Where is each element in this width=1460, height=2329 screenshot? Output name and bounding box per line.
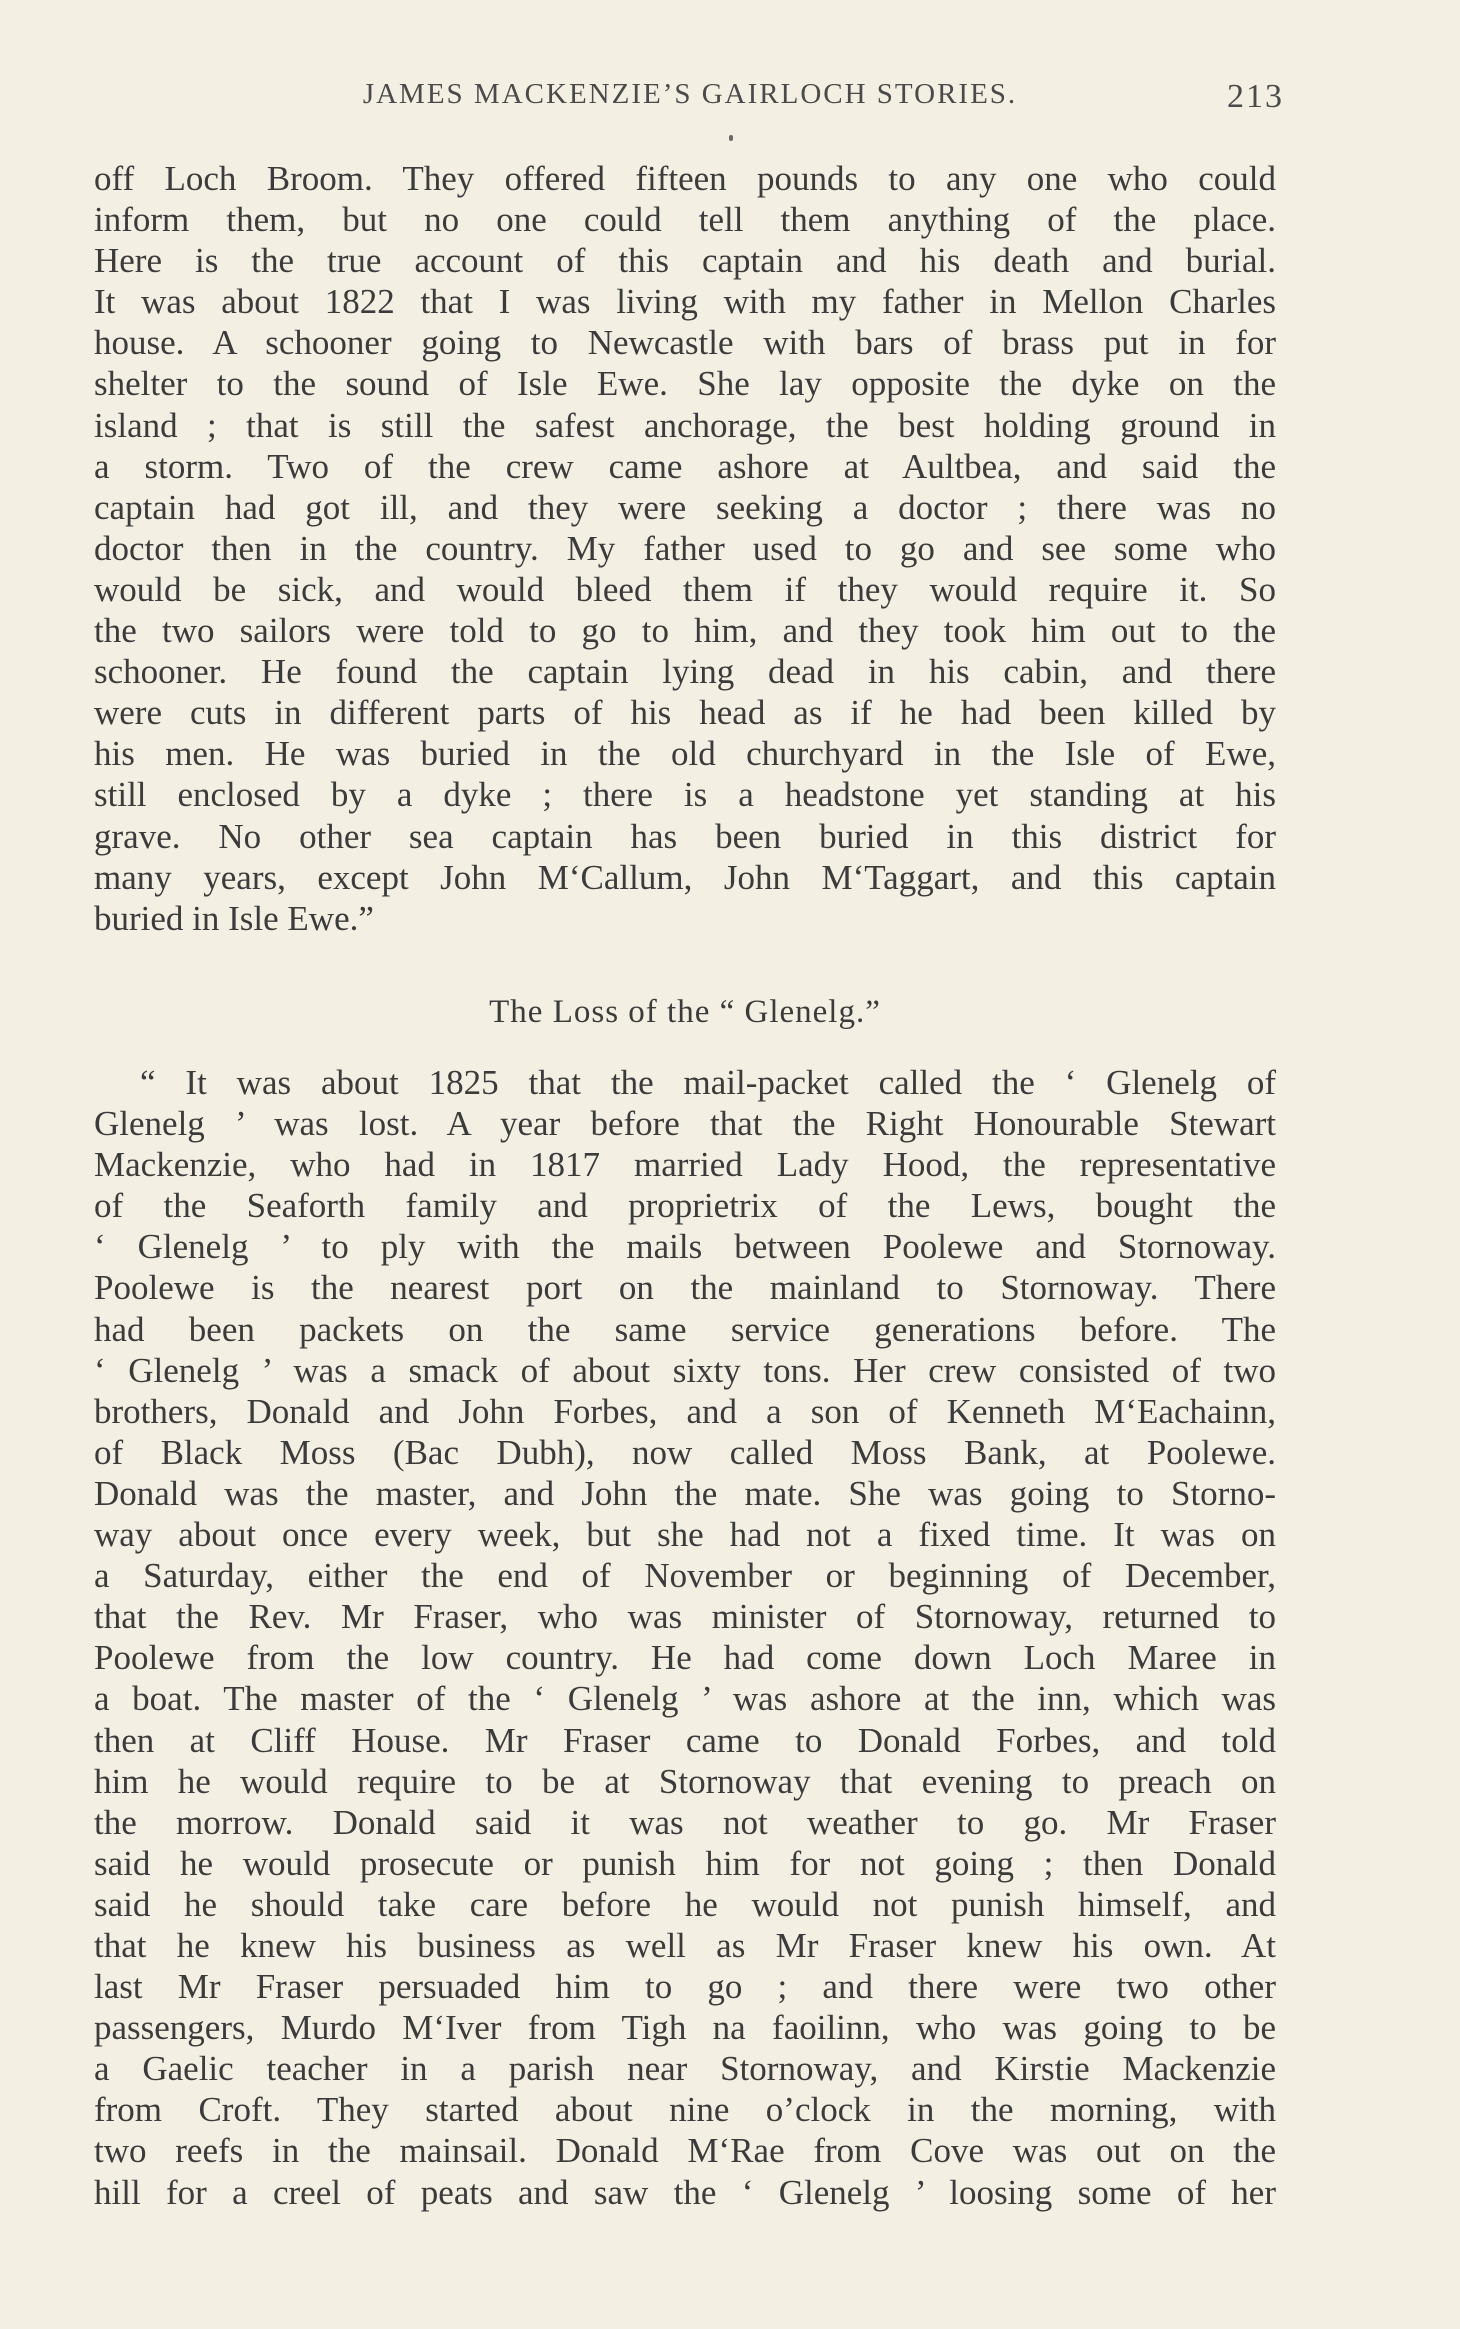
text-line: Poolewe is the nearest port on the mainland to Stornoway. There	[94, 1268, 1276, 1308]
text-line: would be sick, and would bleed them if they would require it. So	[94, 569, 1276, 609]
text-line: “ It was about 1825 that the mail-packet called the ‘ Glenelg of	[140, 1063, 1276, 1102]
text-line: had been packets on the same service generations before. The	[94, 1309, 1276, 1349]
paragraph-captain-burial	[94, 158, 1276, 939]
text-line: shelter to the sound of Isle Ewe. She lay opposite the dyke on the	[94, 364, 1276, 404]
text-line: the two sailors were told to go to him, and they took him out to the	[94, 611, 1276, 651]
text-line: passengers, Murdo M‘Iver from Tigh na faoilinn, who was going to be	[94, 2008, 1276, 2048]
text-line: last Mr Fraser persuaded him to go ; and there were two other	[94, 1967, 1276, 2007]
text-line: that he knew his business as well as Mr Fraser knew his own. At	[94, 1925, 1276, 1965]
paragraph-loss-of-glenelg	[94, 1062, 1276, 2213]
ink-speck	[729, 135, 733, 141]
text-line: buried in Isle Ewe.”	[94, 898, 374, 938]
text-line: Mackenzie, who had in 1817 married Lady Hood, the representative	[94, 1145, 1276, 1185]
text-line: that the Rev. Mr Fraser, who was minister of Stornoway, returned to	[94, 1597, 1276, 1637]
text-line: schooner. He found the captain lying dead in his cabin, and there	[94, 652, 1276, 692]
text-line: a storm. Two of the crew came ashore at Aultbea, and said the	[94, 446, 1276, 486]
text-line: hill for a creel of peats and saw the ‘ Glenelg ’ loosing some of her	[94, 2172, 1276, 2212]
text-line: doctor then in the country. My father used to go and see some who	[94, 528, 1276, 568]
text-line: of Black Moss (Bac Dubh), now called Moss Bank, at Poolewe.	[94, 1432, 1276, 1472]
text-line: brothers, Donald and John Forbes, and a son of Kenneth M‘Eachainn,	[94, 1391, 1276, 1431]
text-line: were cuts in different parts of his head as if he had been killed by	[94, 693, 1276, 733]
text-line: off Loch Broom. They offered fifteen pounds to any one who could	[94, 159, 1276, 198]
text-line: captain had got ill, and they were seeking a doctor ; there was no	[94, 487, 1276, 527]
text-line: a Saturday, either the end of November or beginning of December,	[94, 1556, 1276, 1596]
text-line: house. A schooner going to Newcastle with bars of brass put in for	[94, 323, 1276, 363]
text-line: his men. He was buried in the old churchyard in the Isle of Ewe,	[94, 734, 1276, 774]
text-line: Here is the true account of this captain and his death and burial.	[94, 241, 1276, 281]
text-line: inform them, but no one could tell them anything of the place.	[94, 200, 1276, 240]
text-line: then at Cliff House. Mr Fraser came to Donald Forbes, and told	[94, 1720, 1276, 1760]
text-line: still enclosed by a dyke ; there is a headstone yet standing at his	[94, 775, 1276, 815]
text-line: two reefs in the mainsail. Donald M‘Rae from Cove was out on the	[94, 2131, 1276, 2171]
text-line: It was about 1822 that I was living with my father in Mellon Charles	[94, 282, 1276, 322]
text-line: a boat. The master of the ‘ Glenelg ’ was ashore at the inn, which was	[94, 1679, 1276, 1719]
text-line: of the Seaforth family and proprietrix of the Lews, bought the	[94, 1186, 1276, 1226]
text-line: Poolewe from the low country. He had come down Loch Maree in	[94, 1638, 1276, 1678]
text-line: the morrow. Donald said it was not weather to go. Mr Fraser	[94, 1802, 1276, 1842]
text-line: him he would require to be at Stornoway that evening to preach on	[94, 1761, 1276, 1801]
text-line: Glenelg ’ was lost. A year before that the Right Honourable Stewart	[94, 1104, 1276, 1144]
running-header	[96, 78, 1284, 122]
text-line: from Croft. They started about nine o’clock in the morning, with	[94, 2090, 1276, 2130]
text-line: many years, except John M‘Callum, John M‘Taggart, and this captain	[94, 857, 1276, 897]
text-line: island ; that is still the safest anchorage, the best holding ground in	[94, 405, 1276, 445]
text-line: Donald was the master, and John the mate. She was going to Storno-	[94, 1473, 1276, 1513]
section-heading: The Loss of the “ Glenelg.”	[489, 994, 881, 1030]
text-line: grave. No other sea captain has been buried in this district for	[94, 816, 1276, 856]
running-title: JAMES MACKENZIE’S GAIRLOCH STORIES.	[362, 78, 1018, 110]
text-line: ‘ Glenelg ’ was a smack of about sixty tons. Her crew consisted of two	[94, 1350, 1276, 1390]
text-line: said he should take care before he would not punish himself, and	[94, 1884, 1276, 1924]
text-line: said he would prosecute or punish him for not going ; then Donald	[94, 1843, 1276, 1883]
page-number: 213	[1227, 78, 1284, 115]
text-line: way about once every week, but she had not a fixed time. It was on	[94, 1515, 1276, 1555]
text-line: a Gaelic teacher in a parish near Stornoway, and Kirstie Mackenzie	[94, 2049, 1276, 2089]
text-line: ‘ Glenelg ’ to ply with the mails between Poolewe and Stornoway.	[94, 1227, 1276, 1267]
